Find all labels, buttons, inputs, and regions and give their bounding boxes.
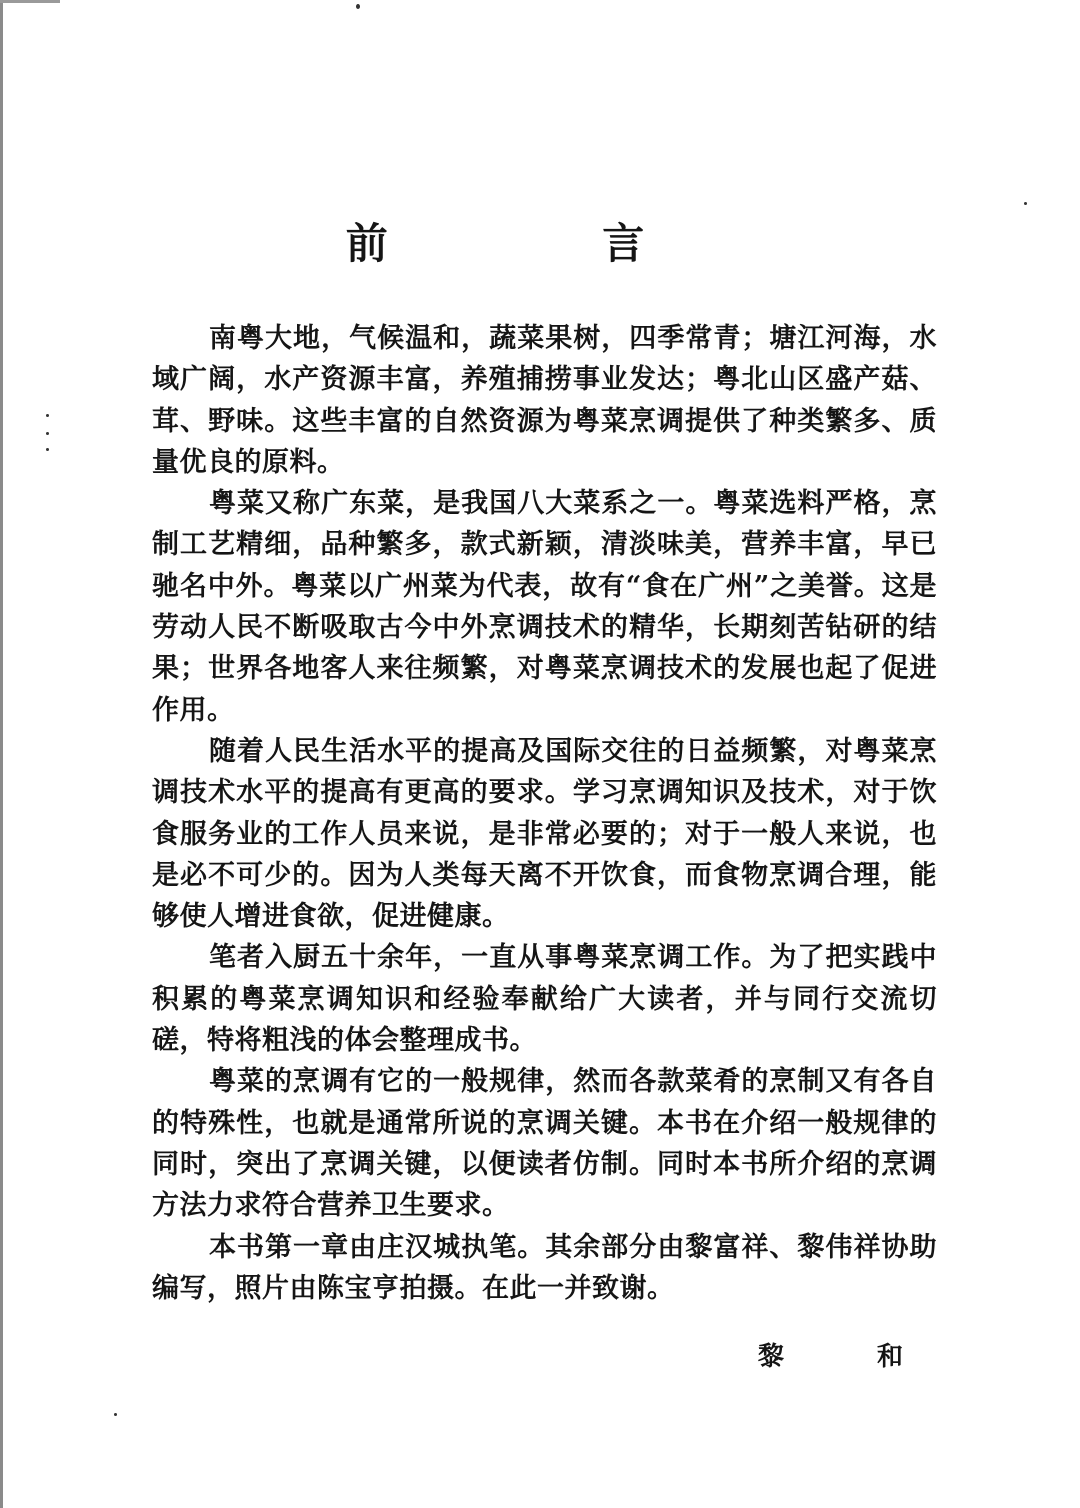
paragraph: 随着人民生活水平的提高及国际交往的日益频繁，对粤菜烹调技术水平的提高有更高的要求。学习烹调知识及技术，对于饮食服务业的工作人员来说，是非常必要的；对于一般人来说，也是必不可少的。因为人类每天离不开饮食，而食物烹调合理，能够使人增进食欲，促进健康。 (152, 735, 937, 933)
scan-speck (114, 1413, 117, 1416)
scan-speck (356, 4, 360, 9)
scan-speck (1024, 202, 1027, 205)
paragraph: 本书第一章由庄汉城执笔。其余部分由黎富祥、黎伟祥协助编写，照片由陈宝亨拍摄。在此一并致谢。 (152, 1231, 937, 1304)
paragraph: 南粤大地，气候温和，蔬菜果树，四季常青；塘江河海，水域广阔，水产资源丰富，养殖捕捞事业发达；粤北山区盛产菇、茸、野味。这些丰富的自然资源为粤菜烹调提供了种类繁多、质量优良的原料。 (152, 323, 937, 478)
paragraph: 粤菜又称广东菜，是我国八大菜系之一。粤菜选料严格，烹制工艺精细，品种繁多，款式新颖，清淡味美，营养丰富，早已驰名中外。粤菜以广州菜为代表，故有“食在广州”之美誉。这是劳动人民不断吸取古今中外烹调技术的精华，长期刻苦钻研的结果；世界各地客人来往频繁，对粤菜烹调技术的发展也起了促进作用。 (152, 488, 937, 726)
paragraph: 粤菜的烹调有它的一般规律，然而各款菜肴的烹制又有各自的特殊性，也就是通常所说的烹调关键。本书在介绍一般规律的同时，突出了烹调关键，以便读者仿制。同时本书所介绍的烹调方法力求符合营养卫生要求。 (152, 1066, 937, 1222)
scan-speck (46, 432, 49, 435)
scan-speck (46, 414, 49, 417)
preface-body (152, 318, 937, 1309)
page-title: 前 言 (345, 219, 745, 268)
paragraph: 笔者入厨五十余年，一直从事粤菜烹调工作。为了把实践中积累的粤菜烹调知识和经验奉献给广大读者，并与同行交流切磋，特将粗浅的体会整理成书。 (152, 942, 937, 1057)
scan-speck (46, 448, 49, 451)
author-signature: 黎 和 (758, 1342, 946, 1372)
scan-top-edge (0, 0, 60, 3)
